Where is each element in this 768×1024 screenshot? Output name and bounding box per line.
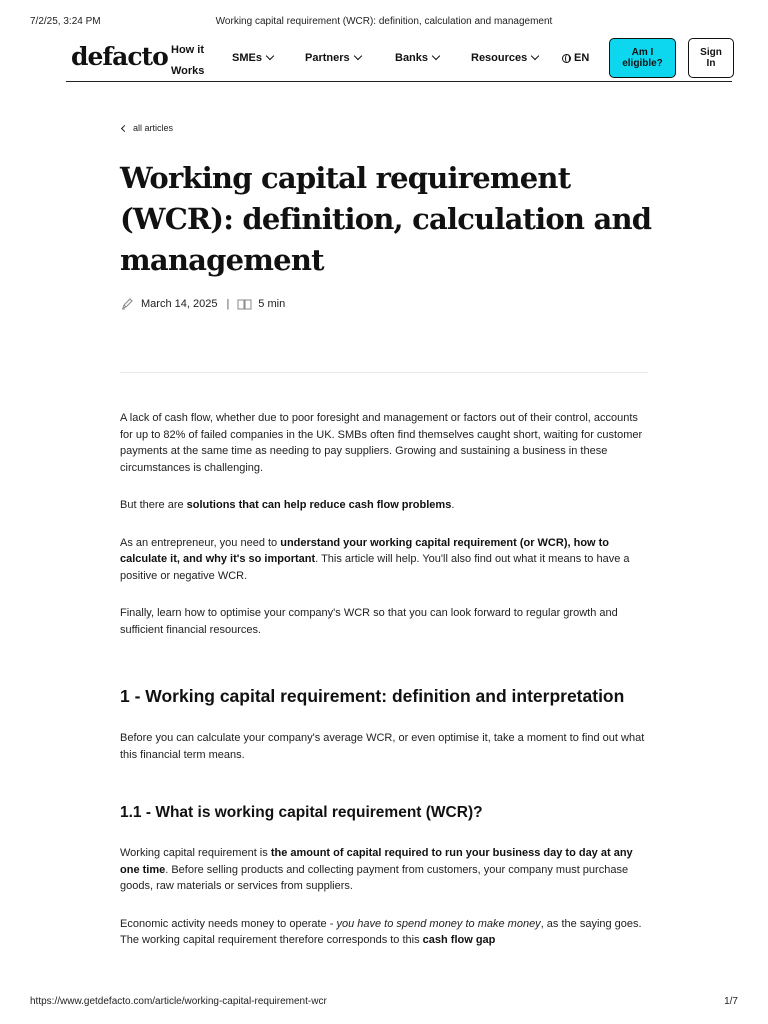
paragraph-entrepreneur: As an entrepreneur, you need to understand your working capital requirement (or WCR), how to calculate it, and why it's so important. This article will help. You'll also find out what it means to have a positive or negative WCR.	[120, 536, 630, 582]
publish-date: March 14, 2025	[141, 297, 218, 310]
chevron-down-icon	[432, 52, 440, 60]
chevron-down-icon	[266, 52, 274, 60]
bold-text: solutions that can help reduce cash flow problems	[186, 499, 452, 511]
am-i-eligible-button[interactable]: Am I eligible?	[609, 38, 676, 78]
article-meta	[121, 297, 285, 310]
chevron-down-icon	[353, 52, 361, 60]
article-title: Working capital requirement (WCR): definition, calculation and management	[120, 161, 652, 277]
bold-text: the amount of capital required to run your business day to day at any one time	[120, 847, 633, 876]
nav-partners[interactable]	[305, 52, 361, 64]
book-icon	[237, 298, 252, 310]
globe-icon	[562, 54, 571, 63]
print-header	[30, 16, 738, 30]
chevron-left-icon	[121, 124, 128, 131]
header-divider	[120, 372, 648, 373]
meta-separator: |	[226, 297, 230, 310]
language-label: EN	[574, 52, 590, 64]
subsection-heading: 1.1 - What is working capital requirement (WCR)?	[120, 804, 483, 821]
print-datetime: 7/2/25, 3:24 PM	[30, 16, 101, 27]
paragraph-wcr-definition: Working capital requirement is the amount of capital required to run your business day to day at any one time. Before selling products and collecting payment from customers, your company must purchase goods, raw materials or services from suppliers.	[120, 847, 633, 892]
nav-smes-label: SMEs	[232, 52, 262, 64]
sign-in-button[interactable]: Sign In	[688, 38, 734, 78]
defacto-logo[interactable]: defacto	[71, 42, 168, 71]
nav-partners-label: Partners	[305, 52, 350, 64]
print-footer	[30, 996, 738, 1010]
page-counter: 1/7	[724, 996, 738, 1007]
nav-resources-label: Resources	[471, 52, 528, 64]
nav-how-it-works[interactable]: How it Works	[171, 44, 205, 77]
site-navbar	[66, 36, 732, 82]
all-articles-link[interactable]	[122, 123, 173, 133]
all-articles-label: all articles	[133, 123, 174, 133]
pen-icon	[121, 297, 134, 310]
paragraph-intro: A lack of cash flow, whether due to poor foresight and management or factors out of their control, accounts for up to 82% of failed companies in the UK. SMBs often find themselves caught short, waiting for customer payments at the same time as needing to pay suppliers. Growing and sustaining a business in these circumstances is challenging.	[120, 412, 643, 474]
nav-banks-label: Banks	[395, 52, 429, 64]
italic-text: you have to spend money to make money	[336, 917, 541, 930]
read-time: 5 min	[258, 297, 286, 310]
paragraph-solutions: But there are solutions that can help reduce cash flow problems.	[120, 499, 455, 511]
nav-resources[interactable]	[471, 52, 538, 64]
paragraph-optimise: Finally, learn how to optimise your company's WCR so that you can look forward to regular growth and sufficient financial resources.	[120, 607, 618, 636]
article-body	[120, 410, 648, 970]
section-heading: 1 - Working capital requirement: definition and interpretation	[120, 686, 625, 706]
nav-smes[interactable]	[232, 52, 273, 64]
bold-text: understand your working capital requirement (or WCR), how to calculate it, and why it's so important	[120, 536, 610, 565]
print-page-title: Working capital requirement (WCR): definition, calculation and management	[215, 16, 553, 27]
print-url: https://www.getdefacto.com/article/working-capital-requirement-wcr	[30, 996, 327, 1007]
nav-banks[interactable]	[395, 52, 439, 64]
bold-text: cash flow gap	[422, 934, 496, 946]
chevron-down-icon	[531, 52, 539, 60]
paragraph-economic-activity: Economic activity needs money to operate - you have to spend money to make money, as the saying goes. The working capital requirement therefore corresponds to this cash flow gap	[120, 917, 642, 946]
paragraph-before-calc: Before you can calculate your company's average WCR, or even optimise it, take a moment to find out what this financial term means.	[120, 732, 645, 761]
language-selector[interactable]	[562, 52, 589, 64]
